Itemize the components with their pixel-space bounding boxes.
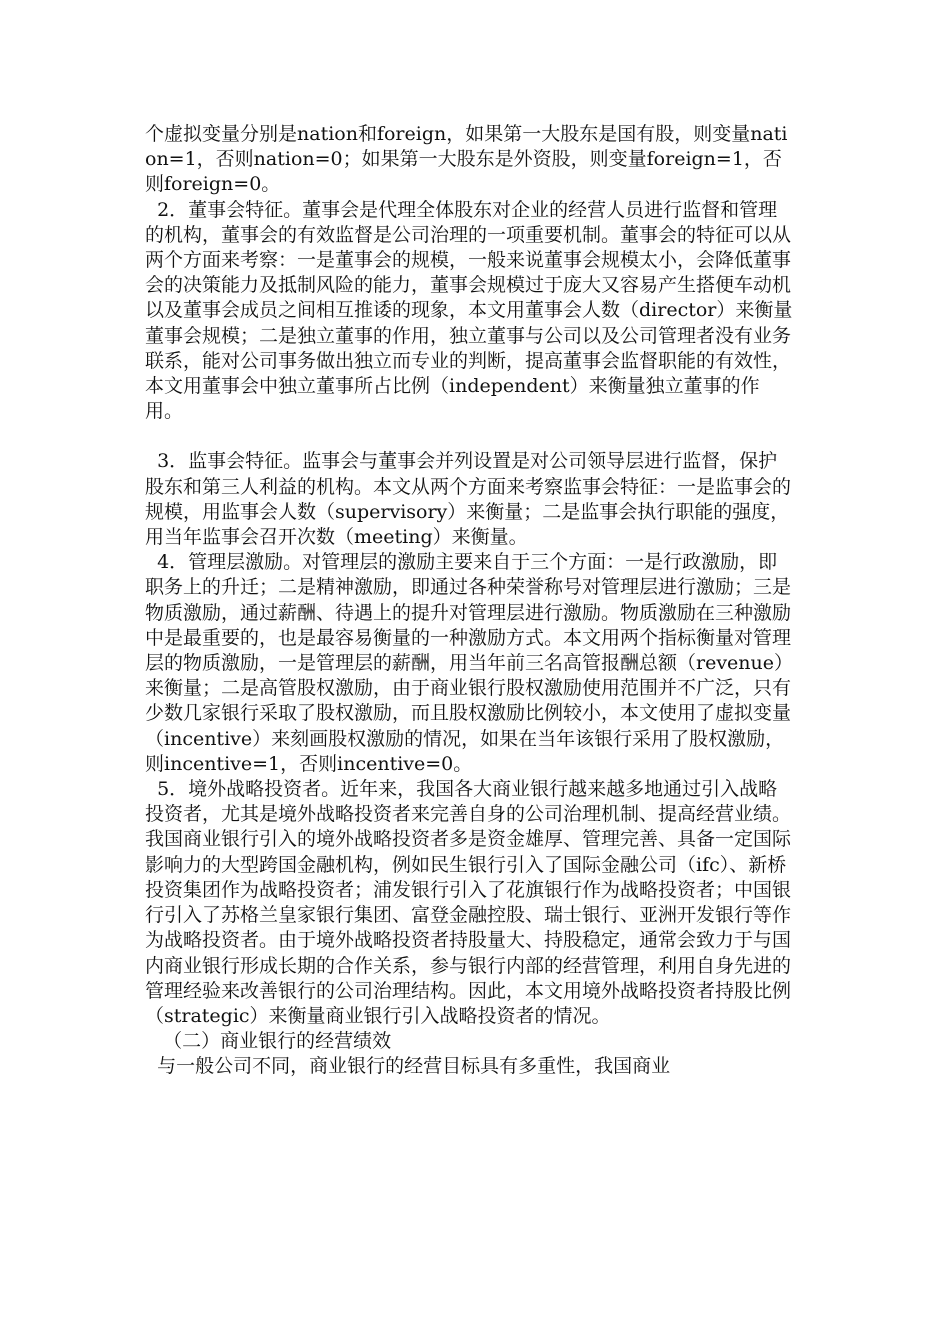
paragraph-board-characteristics: 2．董事会特征。董事会是代理全体股东对企业的经营人员进行监督和管理的机构，董事会的有效监督是公司治理的一项重要机制。董事会的特征可以从两个方面来考察：一是董事会的规模，一般来说董事会规模太小，会降低董事会的决策能力及抵制风险的能力，董事会规模过于庞大又容易产生搭便车动机以及董事会成员之间相互推诿的现象，本文用董事会人数（director）来衡量董事会规模；二是独立董事的作用，独立董事与公司以及公司管理者没有业务联系，能对公司事务做出独立而专业的判断，提高董事会监督职能的有效性，本文用董事会中独立董事所占比例（independent）来衡量独立董事的作用。 — [145, 198, 793, 423]
paragraph-performance-intro: 与一般公司不同，商业银行的经营目标具有多重性，我国商业 — [145, 1055, 671, 1078]
section-heading-performance: （二）商业银行的经营绩效 — [145, 1030, 392, 1053]
paragraph-spacer — [145, 424, 795, 449]
paragraph-management-incentive: 4．管理层激励。对管理层的激励主要来自于三个方面：一是行政激励，即职务上的升迁；二是精神激励，即通过各种荣誉称号对管理层进行激励；三是物质激励，通过薪酬、待遇上的提升对管理层进行激励。物质激励在三种激励中是最重要的，也是最容易衡量的一种激励方式。本文用两个指标衡量对管理层的物质激励，一是管理层的薪酬，用当年前三名高管报酬总额（revenue）来衡量；二是高管股权激励，由于商业银行股权激励使用范围并不广泛，只有少数几家银行采取了股权激励，而且股权激励比例较小，本文使用了虚拟变量（incentive）来刻画股权激励的情况，如果在当年该银行采用了股权激励，则incentive=1，否则incentive=0。 — [145, 551, 794, 775]
paragraph-dummy-variables: 个虚拟变量分别是nation和foreign，如果第一大股东是国有股，则变量nation=1，否则nation=0；如果第一大股东是外资股，则变量foreign=1，否则foreign=0。 — [145, 123, 788, 196]
document-page — [145, 122, 795, 1080]
paragraph-supervisory-board: 3．监事会特征。监事会与董事会并列设置是对公司领导层进行监督，保护股东和第三人利益的机构。本文从两个方面来考察监事会特征：一是监事会的规模，用监事会人数（supervisory）来衡量；二是监事会执行职能的强度，用当年监事会召开次数（meeting）来衡量。 — [145, 450, 792, 549]
paragraph-strategic-investors: 5．境外战略投资者。近年来，我国各大商业银行越来越多地通过引入战略投资者，尤其是境外战略投资者来完善自身的公司治理机制、提高经营业绩。我国商业银行引入的境外战略投资者多是资金雄厚、管理完善、具备一定国际影响力的大型跨国金融机构，例如民生银行引入了国际金融公司（ifc）、新桥投资集团作为战略投资者；浦发银行引入了花旗银行作为战略投资者；中国银行引入了苏格兰皇家银行集团、富登金融控股、瑞士银行、亚洲开发银行等作为战略投资者。由于境外战略投资者持股量大、持股稳定，通常会致力于与国内商业银行形成长期的合作关系，参与银行内部的经营管理，利用自身先进的管理经验来改善银行的公司治理结构。因此，本文用境外战略投资者持股比例（strategic）来衡量商业银行引入战略投资者的情况。 — [145, 778, 792, 1027]
